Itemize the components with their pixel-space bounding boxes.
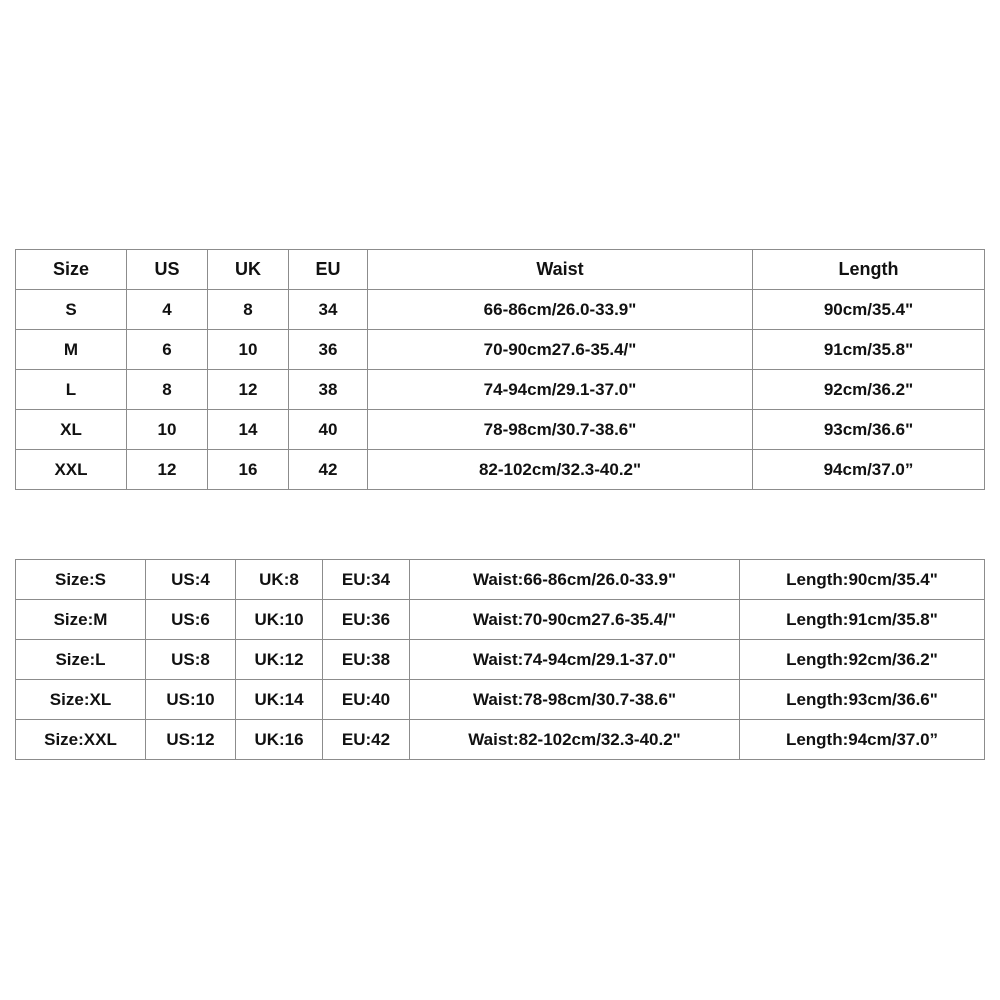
- table-cell: 82-102cm/32.3-40.2": [368, 450, 753, 490]
- table-row: [16, 640, 985, 680]
- table-cell: M: [16, 330, 127, 370]
- table-cell: EU:34: [323, 560, 410, 600]
- table-cell: 8: [208, 290, 289, 330]
- table-cell: 12: [127, 450, 208, 490]
- table-cell: Size:M: [16, 600, 146, 640]
- table-cell: 42: [289, 450, 368, 490]
- table-cell: 36: [289, 330, 368, 370]
- table-cell: XXL: [16, 450, 127, 490]
- table-row: [16, 720, 985, 760]
- table-cell: 10: [208, 330, 289, 370]
- header-cell-waist: Waist: [368, 250, 753, 290]
- table-cell: Length:93cm/36.6": [740, 680, 985, 720]
- table-cell: Size:L: [16, 640, 146, 680]
- table-cell: US:6: [146, 600, 236, 640]
- table-cell: US:10: [146, 680, 236, 720]
- table-cell: Size:XXL: [16, 720, 146, 760]
- table-cell: Length:94cm/37.0”: [740, 720, 985, 760]
- table-cell: S: [16, 290, 127, 330]
- table-cell: 90cm/35.4": [753, 290, 985, 330]
- table-cell: UK:14: [236, 680, 323, 720]
- table-cell: Waist:70-90cm27.6-35.4/": [410, 600, 740, 640]
- table-cell: 78-98cm/30.7-38.6": [368, 410, 753, 450]
- table-cell: EU:40: [323, 680, 410, 720]
- table-row: [16, 370, 985, 410]
- table-cell: 14: [208, 410, 289, 450]
- table-header-row: [16, 250, 985, 290]
- table-cell: EU:42: [323, 720, 410, 760]
- table-cell: Waist:66-86cm/26.0-33.9": [410, 560, 740, 600]
- header-cell-length: Length: [753, 250, 985, 290]
- table-cell: Waist:82-102cm/32.3-40.2": [410, 720, 740, 760]
- size-chart-table: [15, 249, 985, 490]
- table-cell: Size:XL: [16, 680, 146, 720]
- table-cell: UK:12: [236, 640, 323, 680]
- table-cell: UK:10: [236, 600, 323, 640]
- table-cell: Length:92cm/36.2": [740, 640, 985, 680]
- table-cell: UK:8: [236, 560, 323, 600]
- table-cell: XL: [16, 410, 127, 450]
- header-cell-size: Size: [16, 250, 127, 290]
- table-cell: EU:38: [323, 640, 410, 680]
- table-cell: Waist:78-98cm/30.7-38.6": [410, 680, 740, 720]
- table-cell: 38: [289, 370, 368, 410]
- table-cell: L: [16, 370, 127, 410]
- table-row: [16, 680, 985, 720]
- table-cell: 4: [127, 290, 208, 330]
- table-cell: 74-94cm/29.1-37.0": [368, 370, 753, 410]
- table-row: [16, 450, 985, 490]
- table-cell: Size:S: [16, 560, 146, 600]
- table-cell: US:4: [146, 560, 236, 600]
- header-cell-us: US: [127, 250, 208, 290]
- table-cell: EU:36: [323, 600, 410, 640]
- table-cell: 70-90cm27.6-35.4/": [368, 330, 753, 370]
- table-cell: 6: [127, 330, 208, 370]
- table-cell: Length:90cm/35.4": [740, 560, 985, 600]
- table-cell: 8: [127, 370, 208, 410]
- table-cell: Length:91cm/35.8": [740, 600, 985, 640]
- table-cell: US:8: [146, 640, 236, 680]
- header-cell-uk: UK: [208, 250, 289, 290]
- table-cell: 66-86cm/26.0-33.9": [368, 290, 753, 330]
- table-cell: 10: [127, 410, 208, 450]
- table-cell: 93cm/36.6": [753, 410, 985, 450]
- table-cell: 12: [208, 370, 289, 410]
- table-row: [16, 290, 985, 330]
- labeled-size-chart-table: [15, 559, 985, 760]
- table-cell: US:12: [146, 720, 236, 760]
- table-row: [16, 330, 985, 370]
- table-cell: 91cm/35.8": [753, 330, 985, 370]
- table-cell: 94cm/37.0”: [753, 450, 985, 490]
- table-row: [16, 410, 985, 450]
- table-cell: 92cm/36.2": [753, 370, 985, 410]
- table-cell: 34: [289, 290, 368, 330]
- table-cell: Waist:74-94cm/29.1-37.0": [410, 640, 740, 680]
- table-cell: 40: [289, 410, 368, 450]
- table-row: [16, 600, 985, 640]
- header-cell-eu: EU: [289, 250, 368, 290]
- table-cell: UK:16: [236, 720, 323, 760]
- table-cell: 16: [208, 450, 289, 490]
- table-row: [16, 560, 985, 600]
